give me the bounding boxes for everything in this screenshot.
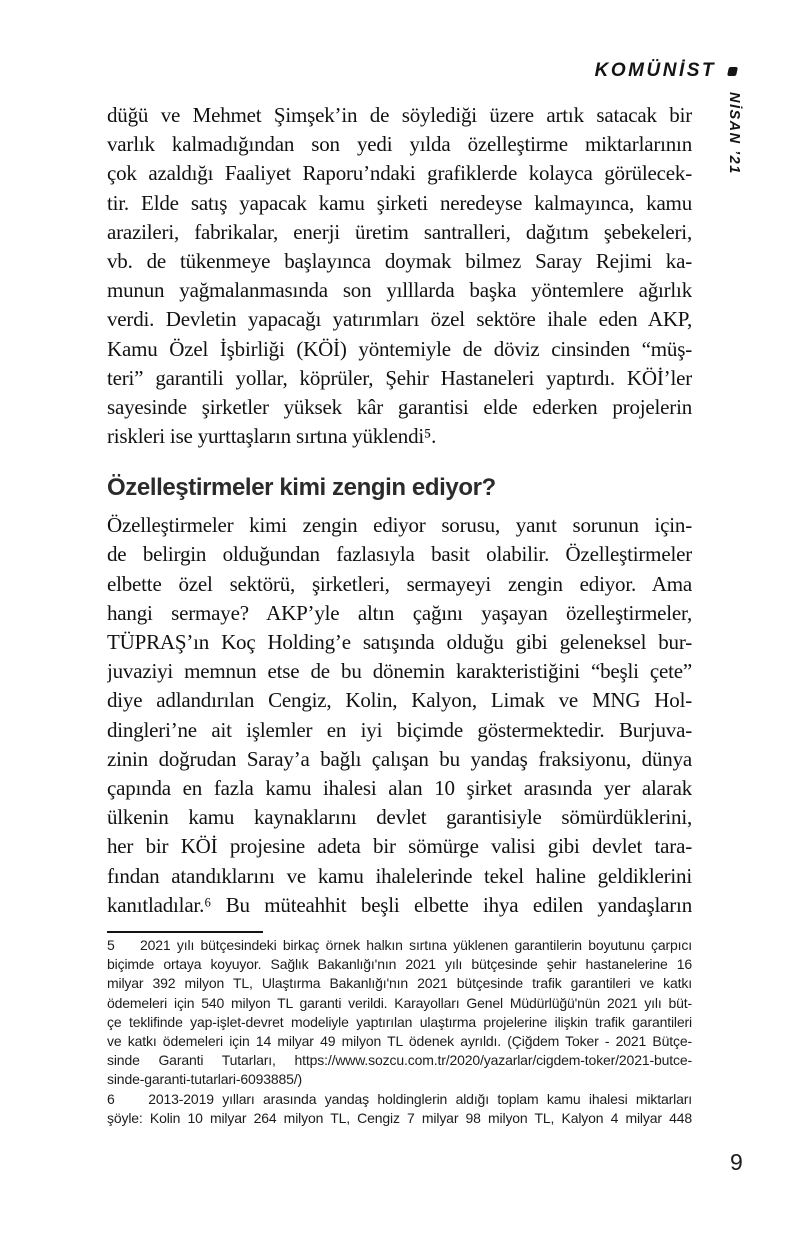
body-text-line: fından atandıklarını ve kamu ihalelerinde tekel haline geldiklerini — [107, 863, 692, 888]
footnote-5-line: 5 2021 yılı bütçesindeki birkaç örnek halkın sırtına yüklenen garantilerin boyutunu çarpıcı — [107, 937, 692, 953]
body-text-line: munun yağmalanmasında son yılllarda başka yöntemlere ağırlık — [107, 278, 692, 303]
body-text-line: Özelleştirmeler kimi zengin ediyor sorusu, yanıt sorunun için- — [107, 513, 692, 538]
body-text-line: TÜPRAŞ’ın Koç Holding’e satışında olduğu gibi geleneksel bur- — [107, 630, 692, 654]
body-text-line: elbette özel sektörü, şirketleri, sermayeyi zengin ediyor. Ama — [107, 571, 692, 596]
body-text-line: her bir KÖİ projesine adeta bir sömürge valisi gibi devlet tara- — [107, 834, 692, 859]
page-number: 9 — [730, 1149, 743, 1175]
footnote-5-line: biçimde ortaya koyuyor. Sağlık Bakanlığı'nın 2021 yılı bütçesinde şehir hastanelerine 16 — [107, 956, 692, 973]
footnote-6-line: şöyle: Kolin 10 milyar 264 milyon TL, Cengiz 7 milyar 98 milyon TL, Kalyon 4 milyar 448 — [107, 1109, 692, 1126]
body-text-line: de belirgin olduğundan fazlasıyla basit olabilir. Özelleştirmeler — [107, 542, 692, 567]
issue-label: NİSAN ’21 — [726, 92, 742, 175]
body-text-line: zinin doğrudan Saray’a bağlı çalışan bu yandaş fraksiyonu, dünya — [107, 746, 692, 771]
body-text-line: kanıtladılar.⁶ Bu müteahhit beşli elbette ihya edilen yandaşların — [107, 892, 692, 917]
footnote-5-line: sinde-garanti-tutarlari-6093885/) — [107, 1071, 303, 1088]
body-text-line: dingleri’ne ait işlemler en iyi biçimde göstermektedir. Burjuva- — [107, 717, 692, 742]
footnote-5-line: çe teklifinde yap-işlet-devret modeliyle yaptırılan ulaştırma projelerine ilişkin trafik garantileri — [107, 1013, 692, 1030]
body-text-line: teri” garantili yollar, köprüler, Şehir Hastaneleri yaptırdı. KÖİ’ler — [107, 365, 692, 390]
body-text-line: verdi. Devletin yapacağı yatırımları özel sektöre ihale eden AKP, — [107, 307, 692, 332]
body-text-line: juvaziyi memnun etse de bu dönemin karakteristiğini “beşli çete” — [107, 659, 692, 684]
body-text-line: riskleri ise yurttaşların sırtına yüklendi⁵. — [107, 424, 437, 449]
masthead — [595, 60, 737, 82]
section-heading: Özelleştirmeler kimi zengin ediyor? — [107, 474, 496, 502]
body-text-line: sayesinde şirketler yüksek kâr garantisi elde ederken projelerin — [107, 394, 692, 419]
footnote-5-line: sinde Garanti Tutarları, https://www.sozcu.com.tr/2020/yazarlar/cigdem-toker/2021-butce- — [107, 1052, 692, 1069]
body-text-line: ülkenin kamu kaynaklarını devlet garantisiyle sömürdüklerini, — [107, 805, 692, 830]
body-text-line: çok azaldığı Faaliyet Raporu’ndaki grafiklerde kolayca görülecek- — [107, 161, 692, 186]
body-text-line: tir. Elde satış yapacak kamu şirketi neredeyse kalmayınca, kamu — [107, 190, 692, 215]
footnote-5-line: ödemeleri için 540 milyon TL garanti verildi. Karayolları Genel Müdürlüğü'nün 2021 yılı büt- — [107, 994, 692, 1011]
body-text-line: arazileri, fabrikalar, enerji üretim santralleri, dağıtım şebekeleri, — [107, 219, 692, 244]
masthead-bullet-icon — [727, 67, 738, 76]
footnote-5-line: ve katkı ödemeleri için 14 milyar 49 milyon TL ödenek ayrıldı. (Çiğdem Toker - 2021 Bütçe- — [107, 1032, 692, 1049]
body-text-line: varlık kalmadığından son yedi yılda özelleştirme miktarlarının — [107, 132, 692, 157]
body-text-line: vb. de tükenmeye başlayınca doymak bilmez Saray Rejimi ka- — [107, 248, 692, 273]
masthead-title: KOMÜNİST — [594, 60, 716, 81]
body-text-line: Kamu Özel İşbirliği (KÖİ) yöntemiyle de döviz cinsinden “müş- — [107, 336, 692, 361]
footnote-5-line: milyar 392 milyon TL, Ulaştırma Bakanlığı'nın 2021 bütçesinde trafik garantileri ve katkı — [107, 975, 692, 992]
body-text-line: hangi sermaye? AKP’yle altın çağını yaşayan özelleştirmeler, — [107, 600, 692, 625]
body-text-line: düğü ve Mehmet Şimşek’in de söylediği üzere artık satacak bir — [107, 103, 692, 127]
body-text-line: çapında en fazla kamu ihalesi alan 10 şirket arasında yer alarak — [107, 775, 692, 800]
footnotes — [107, 936, 692, 1128]
footnote-divider — [107, 931, 263, 933]
footnote-6-line: 6 2013-2019 yılları arasında yandaş holdinglerin aldığı toplam kamu ihalesi miktarları — [107, 1090, 692, 1107]
article-body — [107, 101, 692, 920]
body-text-line: diye adlandırılan Cengiz, Kolin, Kalyon, Limak ve MNG Hol- — [107, 688, 692, 713]
